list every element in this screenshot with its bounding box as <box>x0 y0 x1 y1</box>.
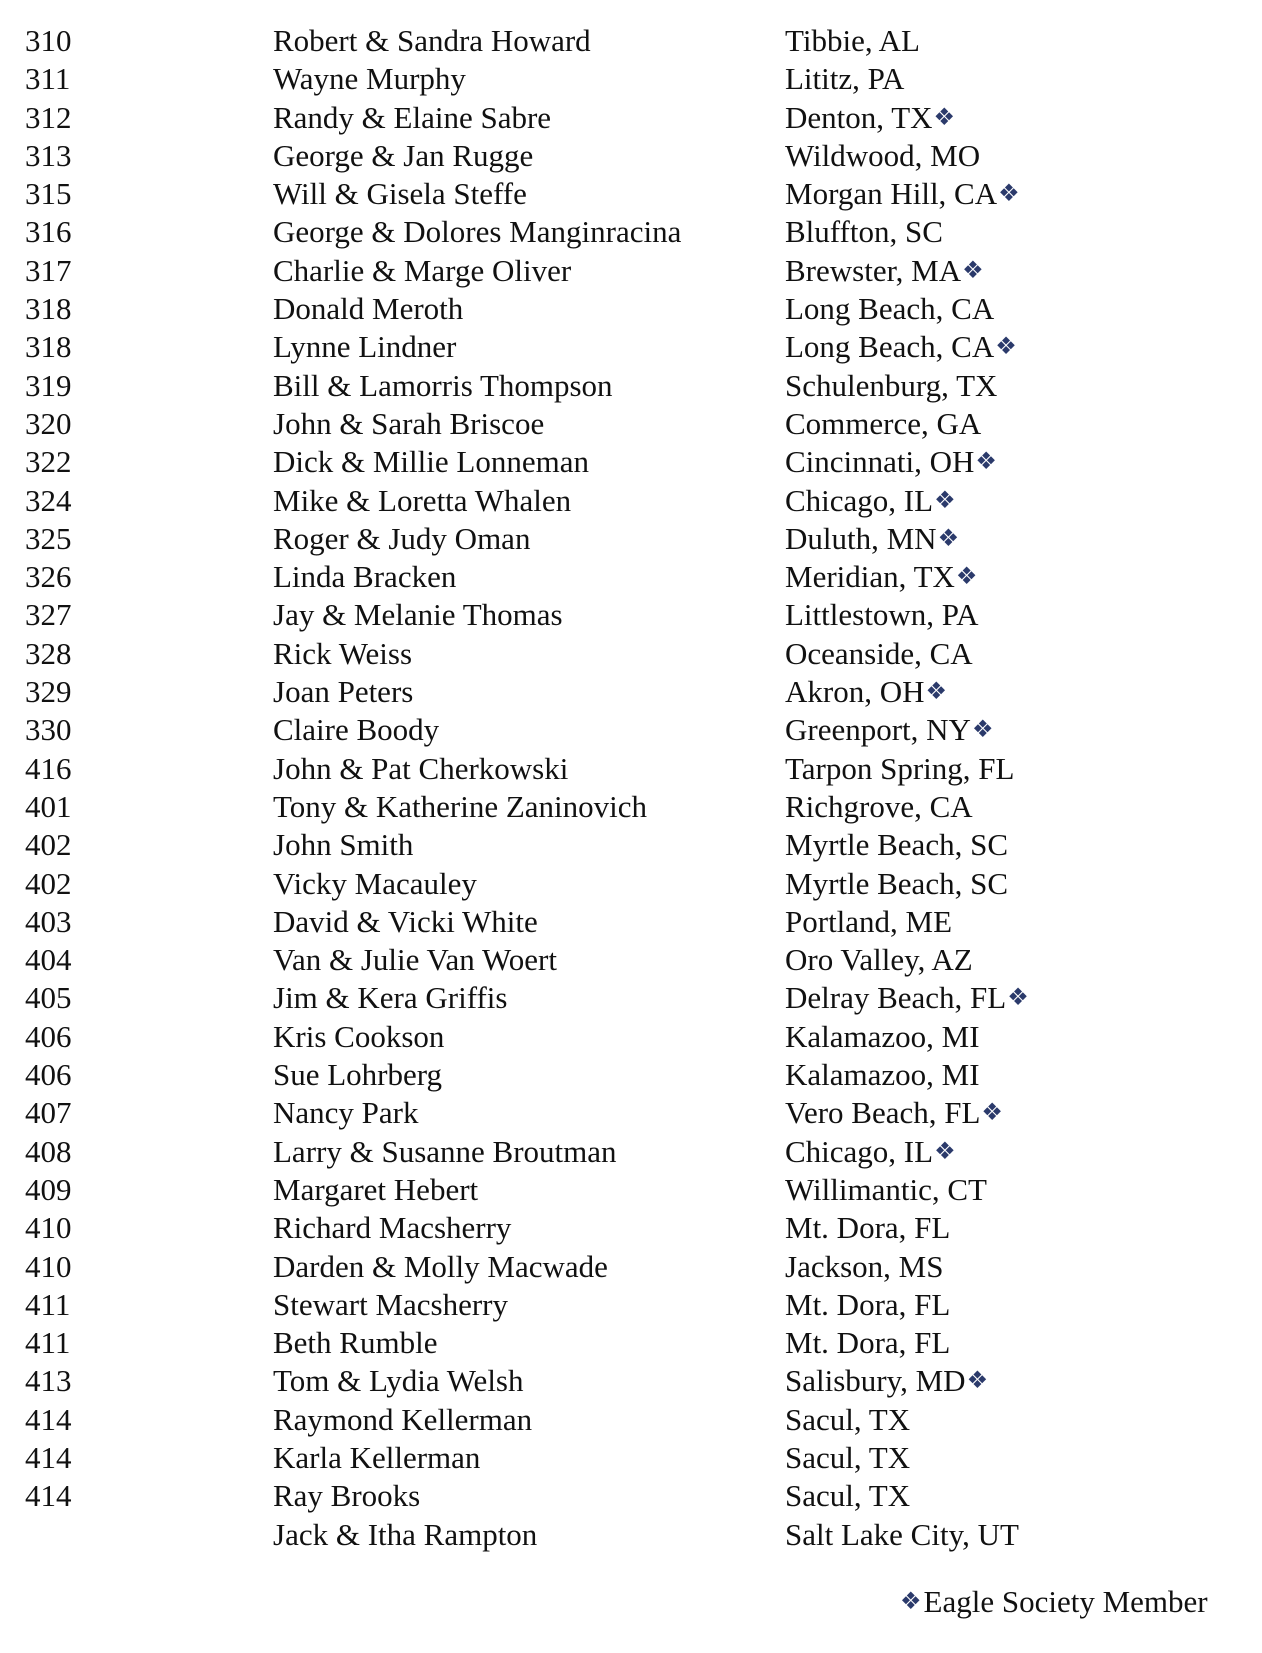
member-number: 402 <box>25 865 72 901</box>
member-location <box>785 1516 1019 1554</box>
member-name: Charlie & Marge Oliver <box>273 252 572 288</box>
eagle-society-icon: ❖ <box>934 1138 956 1165</box>
member-number: 405 <box>25 980 72 1016</box>
member-number: 404 <box>25 942 72 978</box>
member-name: Will & Gisela Steffe <box>273 176 527 212</box>
member-number: 324 <box>25 482 72 518</box>
member-location-text: Littlestown, PA <box>785 597 979 633</box>
member-location <box>785 1171 987 1209</box>
member-location <box>785 405 981 443</box>
member-location-text: Brewster, MA <box>785 252 962 288</box>
eagle-society-icon: ❖ <box>975 449 997 476</box>
member-row <box>0 596 1262 634</box>
member-location <box>785 1439 910 1477</box>
member-name: Ray Brooks <box>273 1478 421 1514</box>
member-name: Donald Meroth <box>273 291 464 327</box>
member-location <box>785 979 1029 1017</box>
member-name: Linda Bracken <box>273 559 457 595</box>
legend <box>900 1583 1208 1621</box>
member-location <box>785 1094 1003 1132</box>
member-name: John Smith <box>273 827 414 863</box>
member-number: 407 <box>25 1095 72 1131</box>
member-location <box>785 558 977 596</box>
eagle-society-icon: ❖ <box>925 679 948 706</box>
member-number: 411 <box>25 1286 71 1322</box>
member-list <box>0 22 1262 1554</box>
member-location-text: Duluth, MN <box>785 520 937 556</box>
member-row <box>0 213 1262 251</box>
eagle-society-icon: ❖ <box>998 181 1020 208</box>
member-row <box>0 328 1262 366</box>
member-location <box>785 1362 988 1400</box>
member-row <box>0 1477 1262 1515</box>
member-number: 413 <box>25 1363 72 1399</box>
member-name: Larry & Susanne Broutman <box>273 1133 617 1169</box>
member-number: 410 <box>25 1210 72 1246</box>
member-name: Randy & Elaine Sabre <box>273 99 552 135</box>
member-location-text: Wildwood, MO <box>785 137 981 173</box>
member-location <box>785 99 955 137</box>
member-location-text: Sacul, TX <box>785 1478 911 1514</box>
member-number: 410 <box>25 1248 72 1284</box>
member-number: 409 <box>25 1171 72 1207</box>
member-row <box>0 367 1262 405</box>
member-location-text: Morgan Hill, CA <box>785 176 998 212</box>
legend-label: Eagle Society Member <box>923 1584 1208 1619</box>
member-location <box>785 1324 950 1362</box>
member-location <box>785 865 1008 903</box>
member-location-text: Chicago, IL <box>785 482 934 518</box>
member-row <box>0 826 1262 864</box>
member-location <box>785 328 1017 366</box>
member-location <box>785 826 1008 864</box>
member-row <box>0 1248 1262 1286</box>
member-location <box>785 903 952 941</box>
member-row <box>0 443 1262 481</box>
member-name: Raymond Kellerman <box>273 1401 533 1437</box>
member-number: 414 <box>25 1439 72 1475</box>
member-location <box>785 1248 943 1286</box>
member-name: Robert & Sandra Howard <box>273 23 591 58</box>
member-row <box>0 1171 1262 1209</box>
member-location <box>785 596 979 634</box>
member-name: Lynne Lindner <box>273 329 457 365</box>
member-location-text: Vero Beach, FL <box>785 1095 981 1131</box>
member-name: David & Vicki White <box>273 903 538 939</box>
member-location-text: Greenport, NY <box>785 712 971 748</box>
member-row <box>0 482 1262 520</box>
member-row <box>0 1209 1262 1247</box>
member-name: John & Pat Cherkowski <box>273 750 569 786</box>
member-location-text: Oceanside, CA <box>785 635 973 671</box>
member-name: Bill & Lamorris Thompson <box>273 367 613 403</box>
member-name: Beth Rumble <box>273 1325 438 1361</box>
member-location-text: Jackson, MS <box>785 1248 944 1284</box>
member-location <box>785 520 959 558</box>
member-number: 317 <box>25 252 72 288</box>
member-number: 318 <box>25 329 72 365</box>
member-row <box>0 1401 1262 1439</box>
member-number: 319 <box>25 367 72 403</box>
member-location-text: Long Beach, CA <box>785 329 995 365</box>
member-number: 414 <box>25 1478 72 1514</box>
member-row <box>0 750 1262 788</box>
member-name: Vicky Macauley <box>273 865 477 901</box>
member-number: 401 <box>25 788 72 824</box>
member-location-text: Willimantic, CT <box>785 1171 987 1207</box>
member-number: 406 <box>25 1057 72 1093</box>
member-location-text: Lititz, PA <box>785 61 905 97</box>
eagle-society-icon: ❖ <box>995 334 1017 361</box>
member-row <box>0 1324 1262 1362</box>
member-location-text: Portland, ME <box>785 903 953 939</box>
member-name: Mike & Loretta Whalen <box>273 482 572 518</box>
member-location-text: Kalamazoo, MI <box>785 1018 980 1054</box>
member-name: Claire Boody <box>273 712 440 748</box>
member-location-text: Bluffton, SC <box>785 214 943 250</box>
eagle-society-icon: ❖ <box>966 1368 989 1395</box>
member-location-text: Tibbie, AL <box>785 23 920 58</box>
member-row <box>0 711 1262 749</box>
member-row <box>0 788 1262 826</box>
member-location-text: Delray Beach, FL <box>785 980 1007 1016</box>
member-location <box>785 941 973 979</box>
member-number: 414 <box>25 1401 72 1437</box>
member-name: Darden & Molly Macwade <box>273 1248 608 1284</box>
member-number: 416 <box>25 750 72 786</box>
member-row <box>0 979 1262 1017</box>
member-location <box>785 252 984 290</box>
member-location-text: Mt. Dora, FL <box>785 1286 951 1322</box>
member-name: Nancy Park <box>273 1095 419 1131</box>
member-location-text: Long Beach, CA <box>785 291 995 327</box>
eagle-society-icon: ❖ <box>933 104 956 131</box>
member-name: Jack & Itha Rampton <box>273 1516 538 1552</box>
member-name: Wayne Murphy <box>273 61 466 97</box>
member-number: 408 <box>25 1133 72 1169</box>
member-name: Dick & Millie Lonneman <box>273 444 589 480</box>
member-row <box>0 99 1262 137</box>
member-row <box>0 60 1262 98</box>
member-number: 320 <box>25 405 72 441</box>
member-name: Stewart Macsherry <box>273 1286 508 1322</box>
member-location-text: Mt. Dora, FL <box>785 1325 951 1361</box>
member-name: John & Sarah Briscoe <box>273 405 545 441</box>
member-name: Jim & Kera Griffis <box>273 980 508 1016</box>
member-number: 402 <box>25 827 72 863</box>
member-row <box>0 520 1262 558</box>
member-location-text: Oro Valley, AZ <box>785 942 973 978</box>
eagle-society-icon: ❖ <box>934 487 956 514</box>
member-number: 329 <box>25 674 72 710</box>
member-row <box>0 1516 1262 1554</box>
member-number: 322 <box>25 444 72 480</box>
member-row <box>0 1133 1262 1171</box>
member-number: 316 <box>25 214 72 250</box>
member-number: 327 <box>25 597 72 633</box>
member-number: 330 <box>25 712 72 748</box>
member-row <box>0 1056 1262 1094</box>
member-location-text: Salt Lake City, UT <box>785 1516 1019 1552</box>
member-name: Tom & Lydia Welsh <box>273 1363 524 1399</box>
member-location-text: Sacul, TX <box>785 1439 911 1475</box>
member-row <box>0 137 1262 175</box>
member-row <box>0 673 1262 711</box>
member-row <box>0 1439 1262 1477</box>
member-location-text: Sacul, TX <box>785 1401 911 1437</box>
member-number: 326 <box>25 559 72 595</box>
member-location-text: Kalamazoo, MI <box>785 1057 980 1093</box>
member-location <box>785 1401 910 1439</box>
member-number: 313 <box>25 137 72 173</box>
member-location <box>785 1286 950 1324</box>
eagle-society-icon: ❖ <box>937 525 960 552</box>
member-name: Van & Julie Van Woert <box>273 942 557 978</box>
member-location <box>785 635 973 673</box>
member-row <box>0 1018 1262 1056</box>
member-location <box>785 711 993 749</box>
member-name: Margaret Hebert <box>273 1171 479 1207</box>
member-number: 318 <box>25 291 72 327</box>
member-location <box>785 1133 956 1171</box>
eagle-society-icon: ❖ <box>1007 985 1029 1012</box>
member-location <box>785 788 973 826</box>
member-number: 328 <box>25 635 72 671</box>
member-location <box>785 1209 950 1247</box>
eagle-society-icon: ❖ <box>981 1100 1003 1127</box>
member-location-text: Chicago, IL <box>785 1133 934 1169</box>
member-location <box>785 1018 980 1056</box>
member-location-text: Schulenburg, TX <box>785 367 998 403</box>
member-row <box>0 290 1262 328</box>
member-number: 315 <box>25 176 72 212</box>
member-location <box>785 213 943 251</box>
eagle-society-icon: ❖ <box>962 257 984 284</box>
member-row <box>0 635 1262 673</box>
member-location <box>785 443 997 481</box>
member-name: George & Jan Rugge <box>273 137 534 173</box>
eagle-society-icon: ❖ <box>955 564 978 591</box>
eagle-society-icon: ❖ <box>971 717 994 744</box>
member-row <box>0 1362 1262 1400</box>
member-location-text: Myrtle Beach, SC <box>785 865 1008 901</box>
member-location <box>785 1477 910 1515</box>
member-location-text: Richgrove, CA <box>785 788 973 824</box>
member-location-text: Myrtle Beach, SC <box>785 827 1008 863</box>
member-name: Joan Peters <box>273 674 414 710</box>
member-name: George & Dolores Manginracina <box>273 214 682 250</box>
member-location-text: Tarpon Spring, FL <box>785 750 1015 786</box>
member-name: Sue Lohrberg <box>273 1057 443 1093</box>
member-row <box>0 865 1262 903</box>
member-name: Karla Kellerman <box>273 1439 481 1475</box>
member-number: 403 <box>25 903 72 939</box>
member-number: 312 <box>25 99 72 135</box>
member-location-text: Salisbury, MD <box>785 1363 966 1399</box>
member-row <box>0 941 1262 979</box>
member-location <box>785 22 920 60</box>
member-name: Richard Macsherry <box>273 1210 512 1246</box>
member-row <box>0 175 1262 213</box>
member-number: 325 <box>25 520 72 556</box>
member-location <box>785 673 947 711</box>
member-name: Roger & Judy Oman <box>273 520 531 556</box>
member-number: 310 <box>25 23 72 58</box>
member-location <box>785 750 1014 788</box>
eagle-society-icon: ❖ <box>900 1589 922 1615</box>
member-location-text: Mt. Dora, FL <box>785 1210 951 1246</box>
member-name: Jay & Melanie Thomas <box>273 597 563 633</box>
member-location <box>785 290 994 328</box>
member-row <box>0 22 1262 60</box>
member-location-text: Akron, OH <box>785 674 925 710</box>
member-number: 311 <box>25 61 71 97</box>
member-location <box>785 367 997 405</box>
member-location <box>785 482 956 520</box>
member-name: Rick Weiss <box>273 635 413 671</box>
member-row <box>0 252 1262 290</box>
member-row <box>0 1286 1262 1324</box>
member-location <box>785 137 980 175</box>
member-name: Tony & Katherine Zaninovich <box>273 788 648 824</box>
member-location <box>785 60 904 98</box>
member-row <box>0 405 1262 443</box>
member-row <box>0 903 1262 941</box>
member-location-text: Denton, TX <box>785 99 933 135</box>
member-location-text: Cincinnati, OH <box>785 444 975 480</box>
member-location <box>785 1056 980 1094</box>
member-name: Kris Cookson <box>273 1018 445 1054</box>
member-row <box>0 1094 1262 1132</box>
member-location-text: Meridian, TX <box>785 559 955 595</box>
member-row <box>0 558 1262 596</box>
member-number: 411 <box>25 1325 71 1361</box>
member-location <box>785 175 1020 213</box>
member-number: 406 <box>25 1018 72 1054</box>
member-location-text: Commerce, GA <box>785 405 982 441</box>
